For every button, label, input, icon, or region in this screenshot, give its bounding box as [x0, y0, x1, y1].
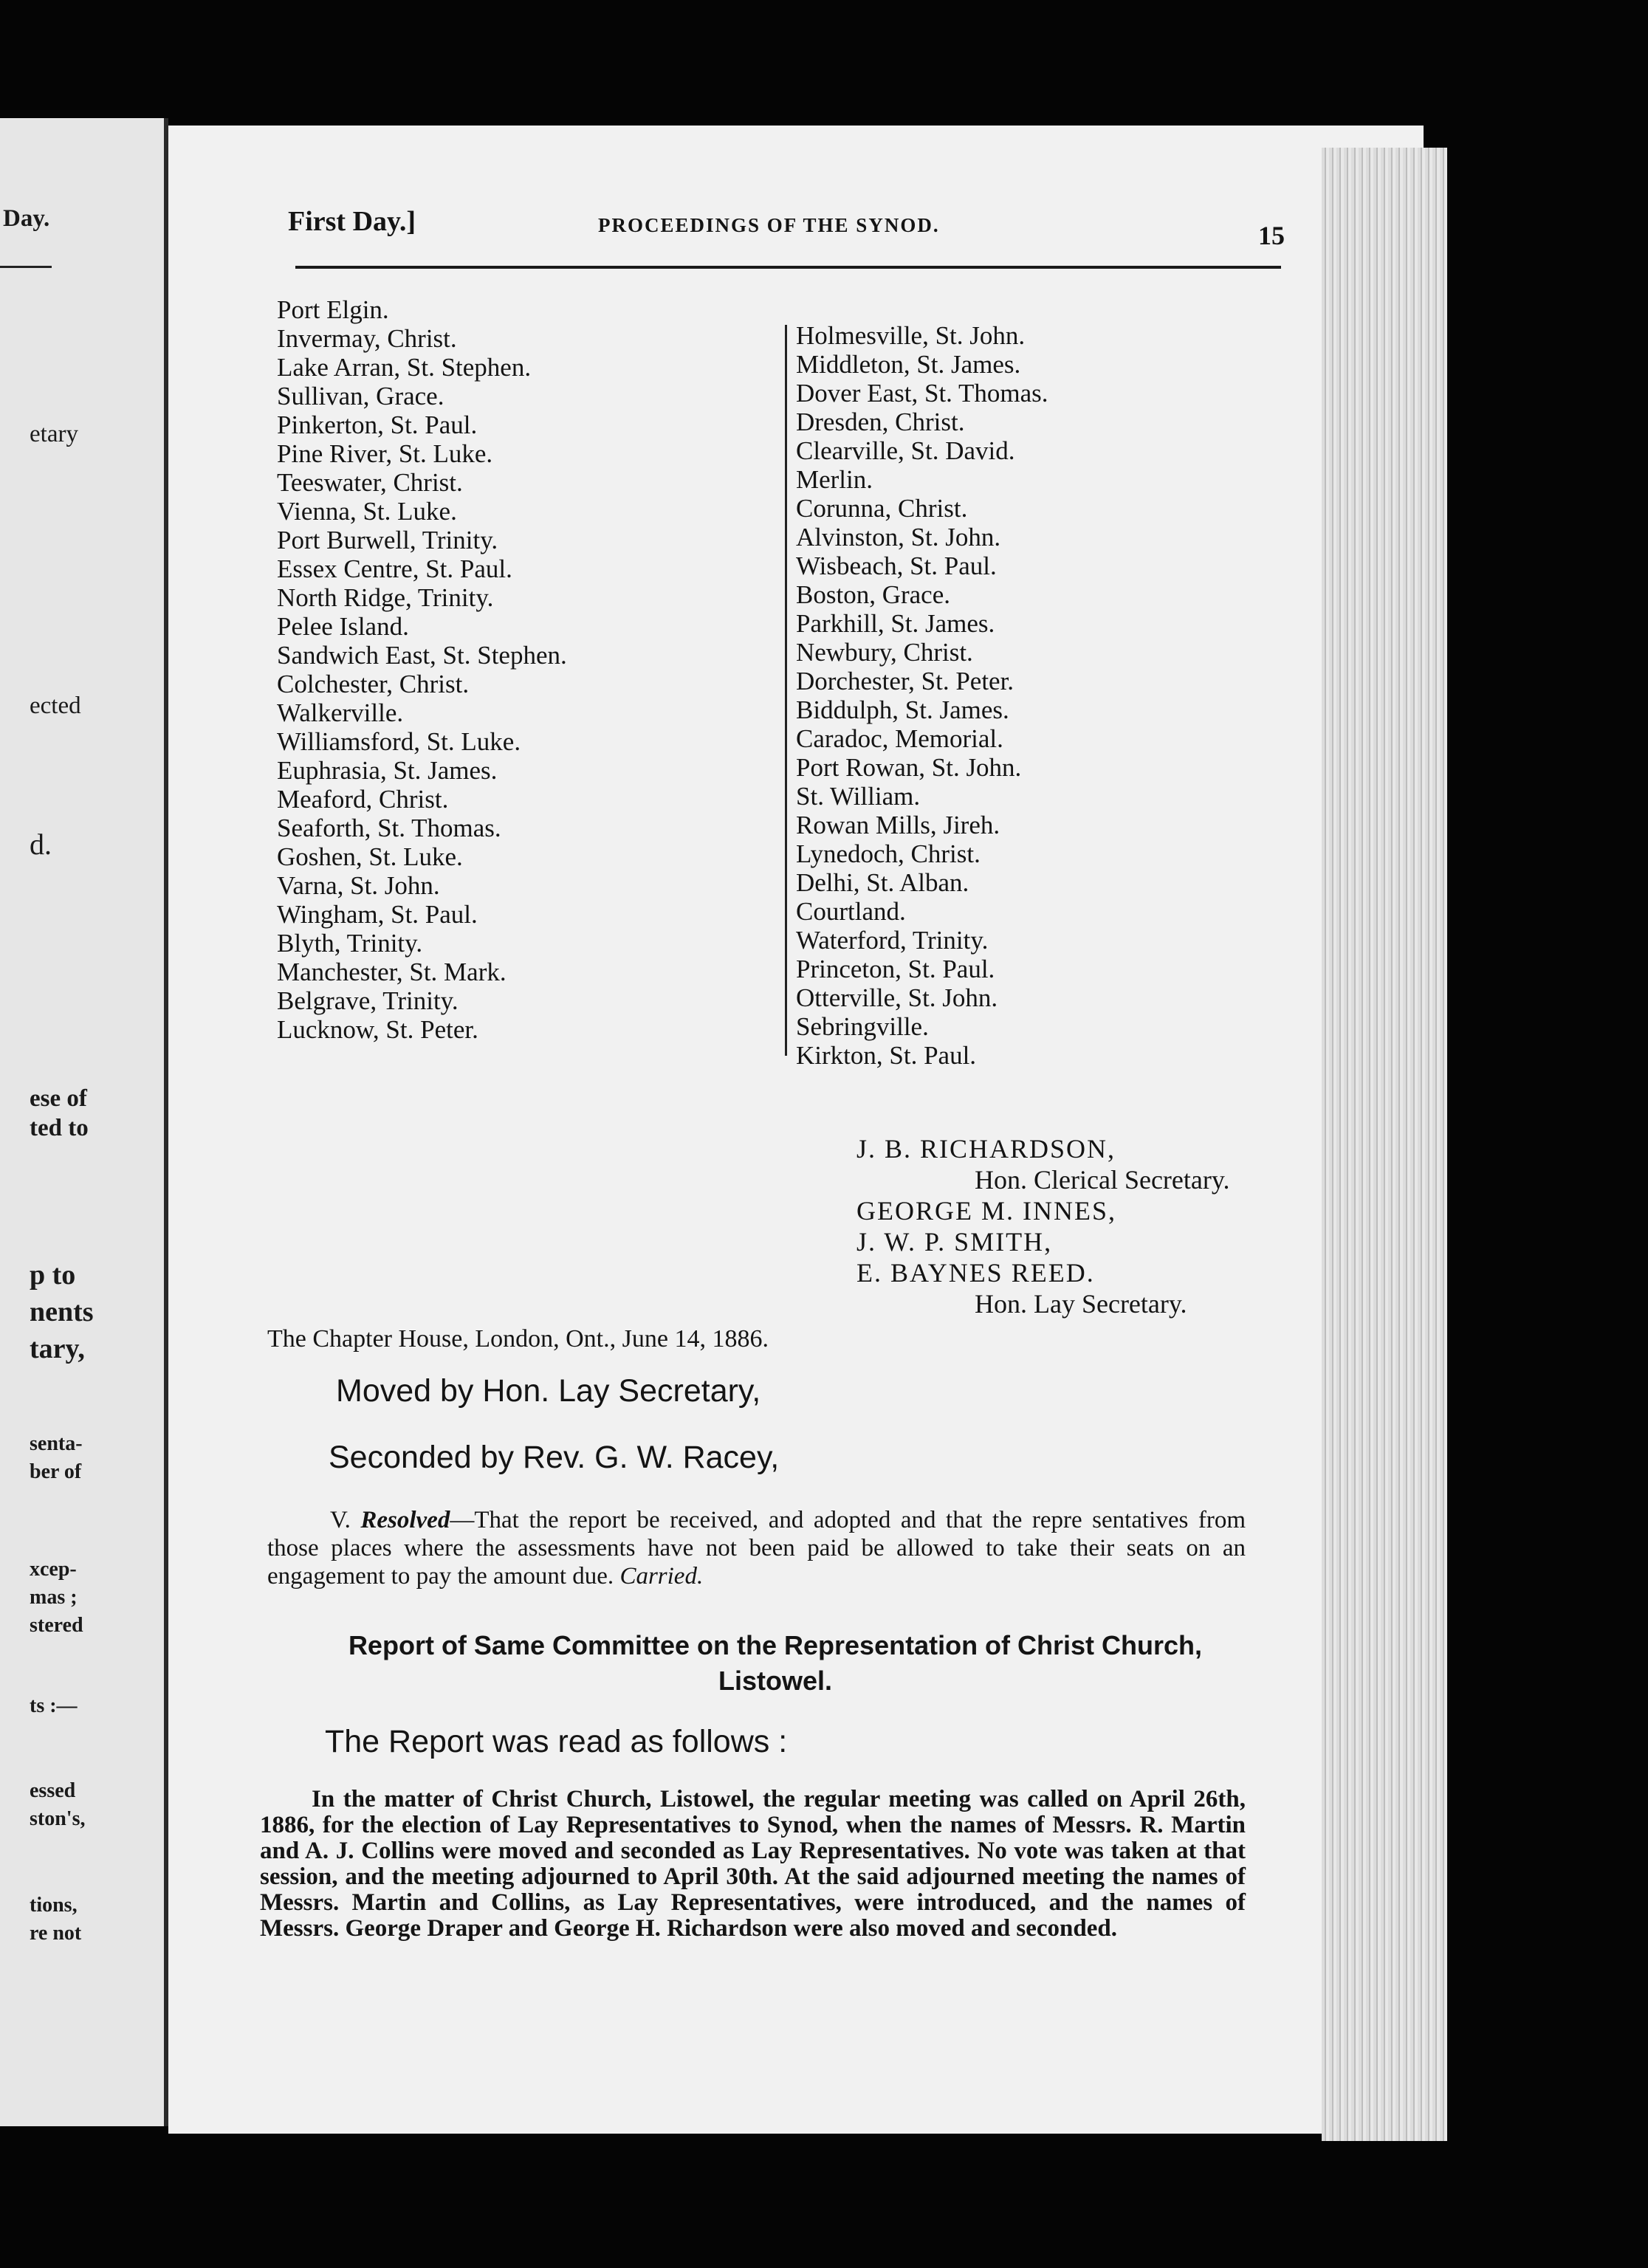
list-item: Dover East, St. Thomas.: [796, 379, 1048, 408]
list-item: Port Burwell, Trinity.: [277, 526, 498, 554]
left-page-rule: [0, 266, 52, 268]
page-stack-edge: [1322, 148, 1447, 2141]
list-item: Courtland.: [796, 897, 906, 926]
list-item: Lucknow, St. Peter.: [277, 1015, 478, 1044]
list-item: St. William.: [796, 782, 921, 811]
left-page-fragment: mas ;: [30, 1586, 78, 1609]
list-item: Manchester, St. Mark.: [277, 958, 507, 986]
signatory-name: GEORGE M. INNES,: [856, 1196, 1116, 1226]
list-item: Corunna, Christ.: [796, 494, 968, 523]
list-item: Rowan Mills, Jireh.: [796, 811, 1000, 839]
list-item: Dresden, Christ.: [796, 408, 965, 436]
list-item: Meaford, Christ.: [277, 785, 449, 814]
list-item: Port Rowan, St. John.: [796, 753, 1022, 782]
left-facing-page: [0, 118, 168, 2126]
page-number: 15: [1258, 221, 1285, 250]
list-item: Teeswater, Christ.: [277, 468, 463, 497]
list-item: Sandwich East, St. Stephen.: [277, 641, 567, 670]
list-item: Vienna, St. Luke.: [277, 497, 457, 526]
list-item: Sullivan, Grace.: [277, 382, 444, 410]
moved-by: Moved by Hon. Lay Secretary,: [336, 1373, 761, 1409]
list-item: Holmesville, St. John.: [796, 321, 1026, 350]
left-page-fragment: Day.: [3, 205, 50, 232]
left-page-fragment: ected: [30, 693, 81, 719]
list-item: Biddulph, St. James.: [796, 695, 1009, 724]
list-item: Clearville, St. David.: [796, 436, 1015, 465]
dateline: The Chapter House, London, Ont., June 14, 1886.: [267, 1325, 769, 1353]
list-item: Caradoc, Memorial.: [796, 724, 1003, 753]
list-item: Colchester, Christ.: [277, 670, 470, 698]
list-item: Sebringville.: [796, 1012, 929, 1041]
left-page-fragment: ston's,: [30, 1807, 86, 1830]
list-item: Blyth, Trinity.: [277, 929, 423, 958]
signatory-name: J. W. P. SMITH,: [856, 1227, 1053, 1257]
report-heading: Report of Same Committee on the Representation of Christ Church, Listowel.: [348, 1630, 1203, 1696]
seconded-by: Seconded by Rev. G. W. Racey,: [329, 1440, 780, 1475]
parish-list-right: [796, 321, 1268, 1070]
resolved-label: Resolved: [360, 1507, 450, 1533]
left-page-fragment: ese of: [30, 1085, 87, 1112]
report-intro: The Report was read as follows :: [325, 1724, 788, 1759]
left-page-fragment: senta-: [30, 1432, 83, 1455]
list-item: Dorchester, St. Peter.: [796, 667, 1014, 695]
list-item: Boston, Grace.: [796, 580, 950, 609]
left-page-fragment: etary: [30, 421, 78, 447]
list-item: Newbury, Christ.: [796, 638, 973, 667]
list-item: Kirkton, St. Paul.: [796, 1041, 977, 1070]
signatory-name: E. BAYNES REED.: [856, 1258, 1095, 1288]
list-item: Otterville, St. John.: [796, 983, 998, 1012]
signatory-title: Hon. Lay Secretary.: [975, 1289, 1187, 1319]
list-item: Varna, St. John.: [277, 871, 440, 900]
left-page-fragment: d.: [30, 828, 52, 861]
list-item: Goshen, St. Luke.: [277, 842, 463, 871]
left-page-fragment: ted to: [30, 1115, 89, 1141]
list-item: Alvinston, St. John.: [796, 523, 1001, 551]
left-page-fragment: xcep-: [30, 1558, 77, 1581]
list-item: Pine River, St. Luke.: [277, 439, 493, 468]
list-item: Walkerville.: [277, 698, 404, 727]
list-item: Pelee Island.: [277, 612, 409, 641]
list-item: Seaforth, St. Thomas.: [277, 814, 501, 842]
left-page-fragment: ber of: [30, 1460, 82, 1483]
list-item: Belgrave, Trinity.: [277, 986, 459, 1015]
running-header: [288, 205, 1285, 250]
list-item: Williamsford, St. Luke.: [277, 727, 521, 756]
left-page-fragment: re not: [30, 1922, 82, 1945]
left-page-fragment: tary,: [30, 1333, 85, 1364]
list-item: Parkhill, St. James.: [796, 609, 995, 638]
list-item: North Ridge, Trinity.: [277, 583, 494, 612]
signatory-title: Hon. Clerical Secretary.: [975, 1165, 1230, 1195]
list-item: Pinkerton, St. Paul.: [277, 410, 478, 439]
list-item: Port Elgin.: [277, 295, 389, 324]
list-item: Merlin.: [796, 465, 873, 494]
list-item: Delhi, St. Alban.: [796, 868, 969, 897]
running-title: PROCEEDINGS OF THE SYNOD.: [598, 214, 940, 236]
list-item: Essex Centre, St. Paul.: [277, 554, 512, 583]
left-page-fragment: p to: [30, 1260, 76, 1291]
list-item: Wingham, St. Paul.: [277, 900, 478, 929]
signature-block: [856, 1133, 1230, 1319]
list-item: Invermay, Christ.: [277, 324, 457, 353]
list-item: Euphrasia, St. James.: [277, 756, 498, 785]
column-divider: [785, 325, 787, 1056]
left-page-fragment: essed: [30, 1779, 76, 1802]
left-page-fragment: stered: [30, 1614, 83, 1637]
list-item: Wisbeach, St. Paul.: [796, 551, 997, 580]
resolution-number: V.: [330, 1507, 351, 1533]
list-item: Lake Arran, St. Stephen.: [277, 353, 532, 382]
carried-label: Carried.: [619, 1563, 704, 1590]
section-label: First Day.]: [288, 206, 416, 237]
left-page-fragment: nents: [30, 1296, 94, 1327]
left-page-fragment: tions,: [30, 1894, 78, 1917]
list-item: Middleton, St. James.: [796, 350, 1021, 379]
parish-list-left: [277, 295, 749, 1044]
list-item: Princeton, St. Paul.: [796, 955, 995, 983]
list-item: Waterford, Trinity.: [796, 926, 989, 955]
list-item: Lynedoch, Christ.: [796, 839, 981, 868]
resolution-text: —That the report be received, and adopted and that the repre sentatives from those places where the assessments have not been paid be allowed to take their seats on an engagement to pay the amount due.: [267, 1507, 1246, 1590]
left-page-fragment: ts :—: [30, 1694, 78, 1717]
report-body: In the matter of Christ Church, Listowel, the regular meeting was called on April 26th, 1886, for the election of Lay Representatives to Synod, when the names of Messrs. R. Martin and A. J. Collins were moved and seconded as Lay Representatives. No vote was taken at that session, and the meeting adjourned to April 30th. At the said adjourned meeting the names of Messrs. Martin and Collins, as Lay Representatives, were introduced, and the names of Messrs. George Draper and George H. Richardson were also moved and seconded.: [260, 1786, 1246, 1942]
resolution-paragraph: [267, 1506, 1246, 1590]
signatory-name: J. B. RICHARDSON,: [856, 1134, 1116, 1164]
header-rule: [295, 266, 1281, 269]
